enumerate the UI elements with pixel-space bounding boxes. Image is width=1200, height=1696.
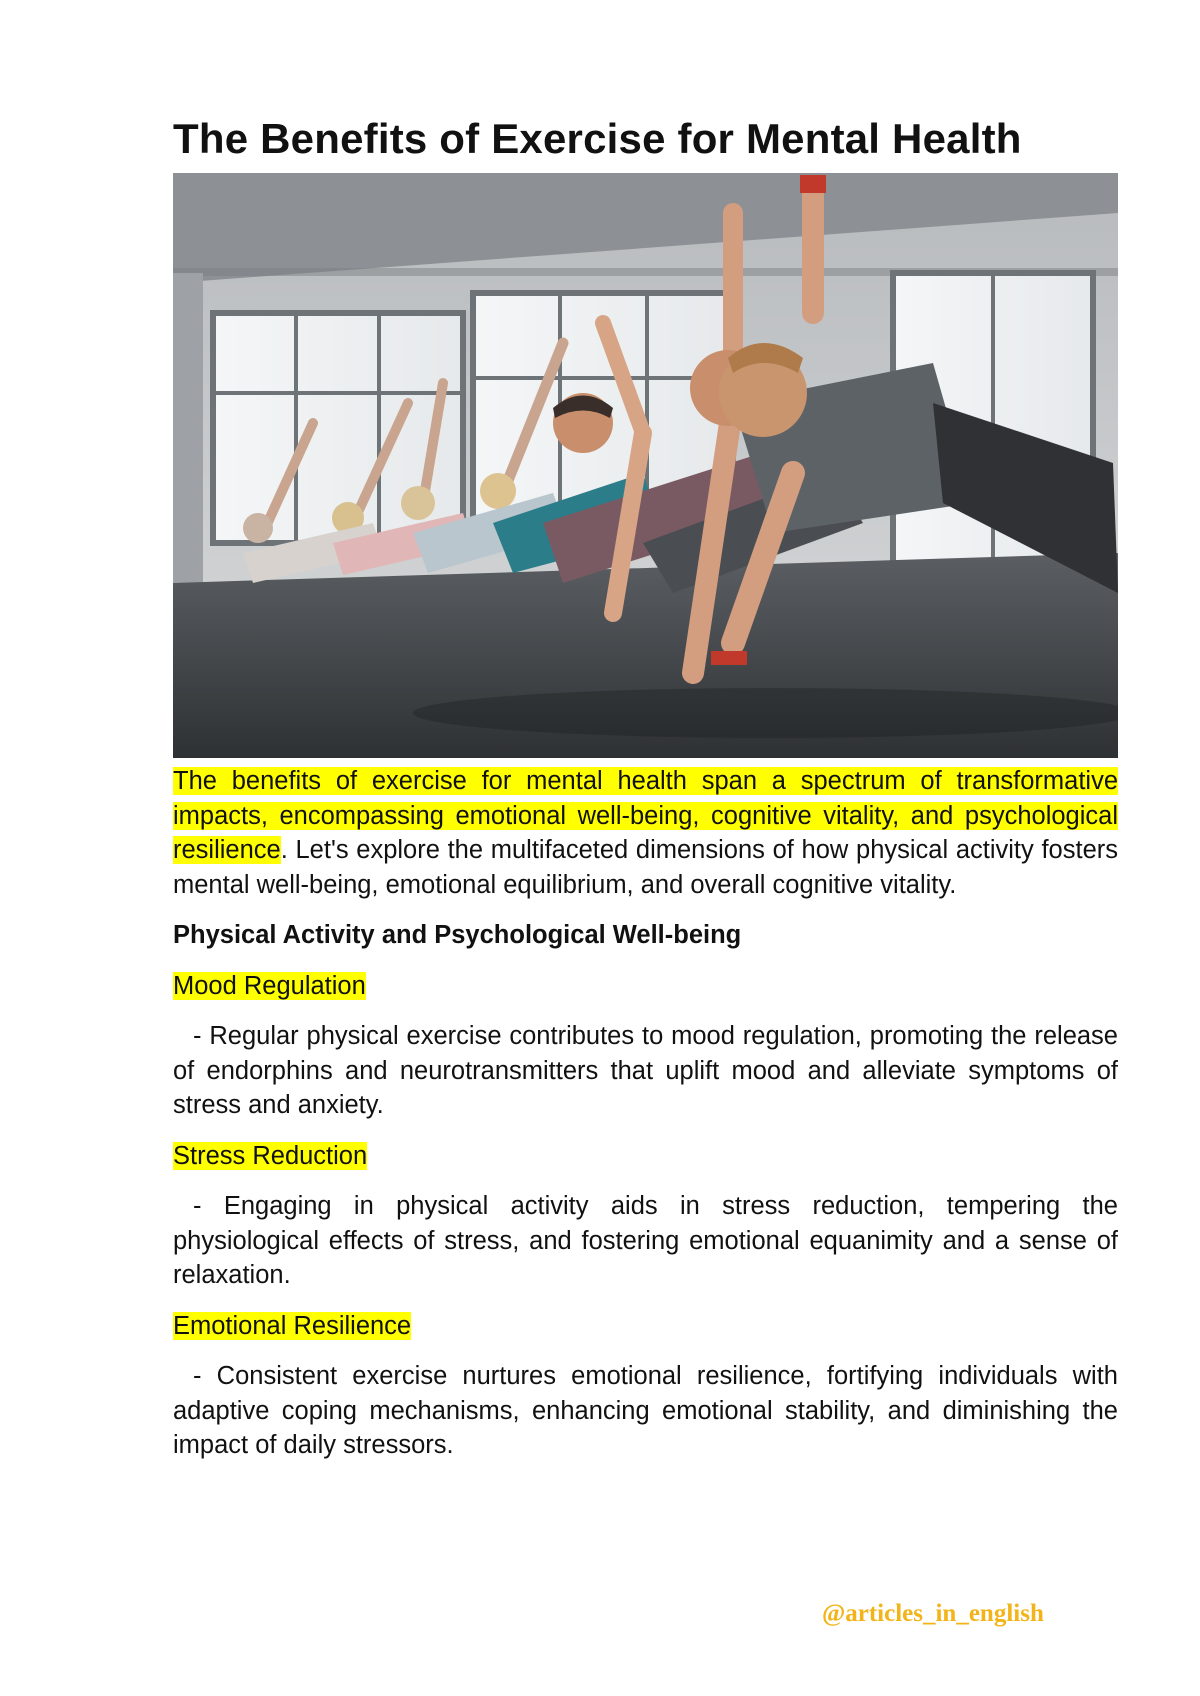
topic-text-mood-regulation: - Regular physical exercise contributes to mood regulation, promoting the release of endorphins and neurotransmitters that uplift mood and alleviate symptoms of stress and anxiety.: [173, 1022, 1118, 1119]
topic-text-emotional-resilience: - Consistent exercise nurtures emotional resilience, fortifying individuals with adaptive coping mechanisms, enhancing emotional stability, and diminishing the impact of daily stressors.: [173, 1362, 1118, 1459]
intro-highlight: The benefits of exercise for mental health span a spectrum of transformative impacts, encompassing emotional well-being, cognitive vitality, and psychological resilience: [173, 767, 1118, 864]
gym-exercise-photo: [173, 173, 1118, 758]
topic-text-stress-reduction: - Engaging in physical activity aids in stress reduction, tempering the physiological effects of stress, and fostering emotional equanimity and a sense of relaxation.: [173, 1192, 1118, 1289]
document-title: The Benefits of Exercise for Mental Health: [173, 115, 1022, 162]
intro-paragraph: [173, 764, 1118, 902]
article-body: [173, 764, 1118, 1463]
topic-label-stress-reduction: Stress Reduction: [173, 1141, 368, 1170]
footer-handle: @articles_in_english: [822, 1600, 1044, 1627]
section-heading: Physical Activity and Psychological Well-being: [173, 921, 742, 949]
topic-label-emotional-resilience: Emotional Resilience: [173, 1311, 412, 1340]
intro-rest: . Let's explore the multifaceted dimensions of how physical activity fosters mental well-being, emotional equilibrium, and overall cognitive vitality.: [173, 836, 1118, 899]
topic-label-mood-regulation: Mood Regulation: [173, 971, 366, 1000]
